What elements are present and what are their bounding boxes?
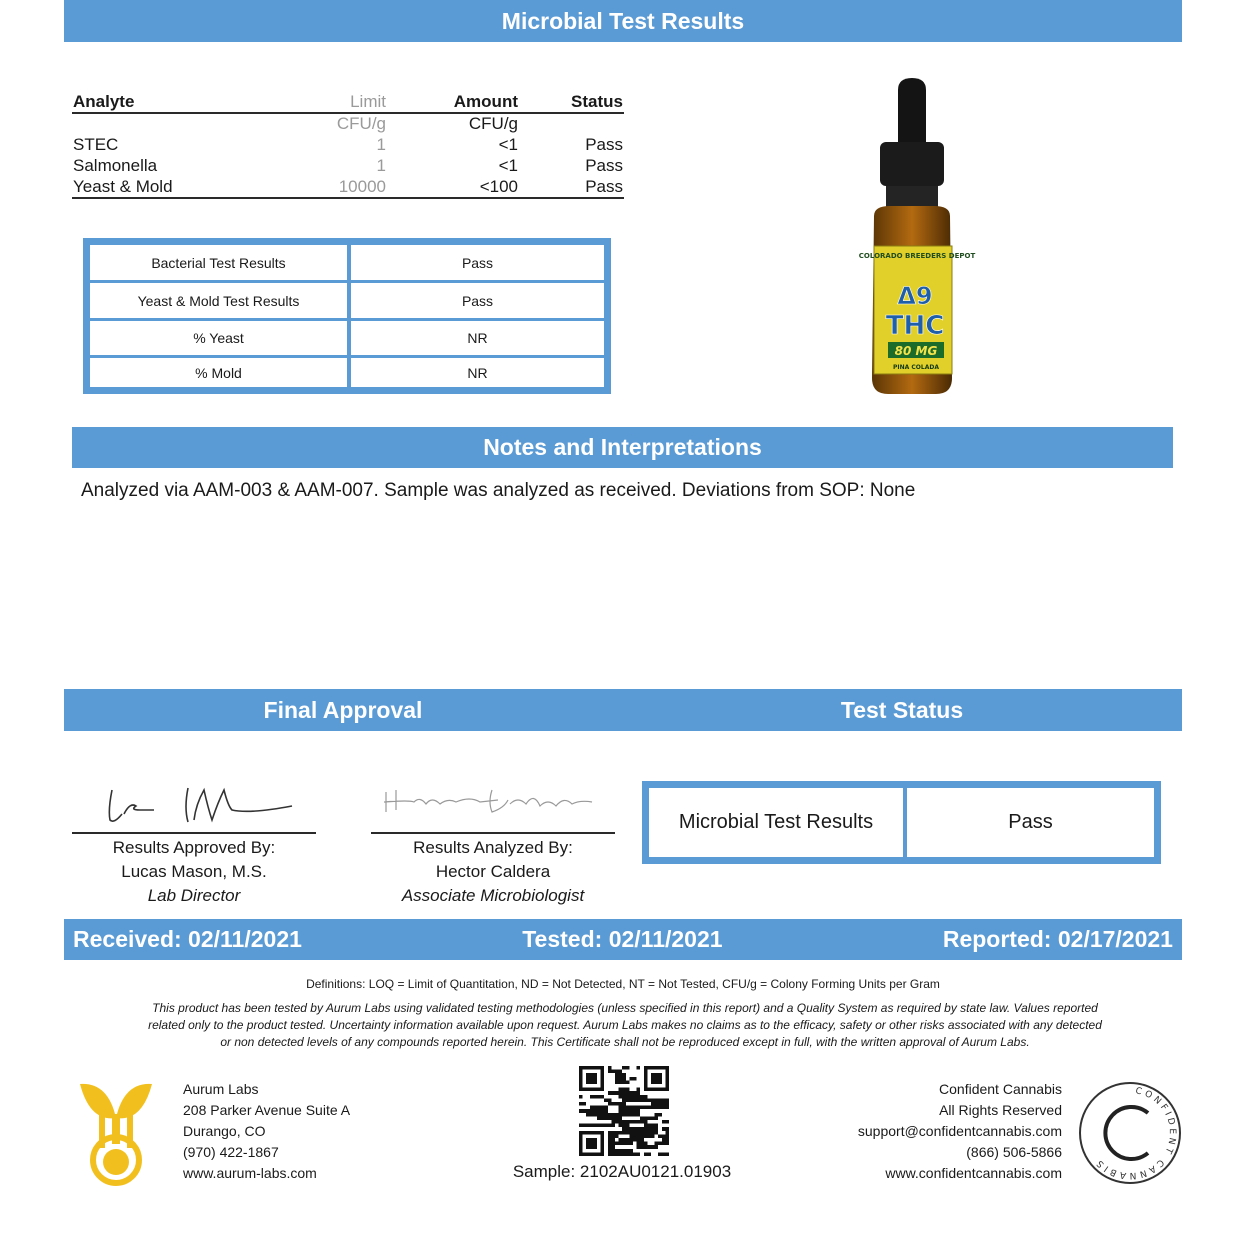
test-status-value: Pass (907, 788, 1154, 857)
lab-street: 208 Parker Avenue Suite A (183, 1102, 351, 1118)
cc-phone: (866) 506-5866 (966, 1144, 1062, 1160)
table-row (72, 177, 624, 199)
cc-rights: All Rights Reserved (939, 1102, 1062, 1118)
analyte-name: Salmonella (73, 156, 158, 175)
approval-status-header (64, 689, 1182, 731)
disclaimer-line: This product has been tested by Aurum Labs using validated testing methodologies (unless specified in this report) and a Quality System as required by state law. Values reported (152, 1001, 1098, 1015)
test-status-label: Microbial Test Results (649, 788, 903, 857)
analyte-table (72, 92, 624, 199)
summary-value: Pass (461, 254, 494, 271)
summary-row (90, 283, 604, 318)
analyte-name: STEC (73, 135, 119, 154)
lab-phone: (970) 422-1867 (183, 1144, 279, 1160)
qr-code-icon[interactable] (579, 1066, 669, 1156)
disclaimer-line: related only to the product tested. Uncertainty information available upon request. Aurum Labs makes no claims as to the efficacy, safety or other risks associated with any detected (148, 1018, 1102, 1032)
notes-title: Notes and Interpretations (483, 434, 762, 460)
table-row (72, 135, 624, 156)
units-row (72, 114, 624, 135)
header-limit: Limit (350, 92, 386, 111)
received-date: Received: 02/11/2021 (73, 926, 302, 952)
table-row (72, 156, 624, 177)
reported-date: Reported: 02/17/2021 (942, 926, 1173, 952)
analyte-limit: 1 (376, 135, 386, 154)
lab-city: Durango, CO (183, 1123, 266, 1139)
confident-cannabis-seal-icon (1076, 1079, 1184, 1187)
analyst-name: Hector Caldera (435, 862, 551, 881)
analyte-amount: <1 (498, 135, 518, 154)
cc-address (858, 1079, 1062, 1184)
disclaimer-line: or non detected levels of any compounds reported herein. This Certificate shall not be reproduced except in full, with the written approval of Aurum Labs. (220, 1035, 1030, 1049)
header-analyte: Analyte (73, 92, 135, 111)
analyte-status: Pass (585, 177, 623, 196)
approver-title: Results Approved By: (112, 838, 276, 857)
label-brand: COLORADO BREEDERS DEPOT (858, 252, 976, 260)
summary-label: Yeast & Mold Test Results (137, 292, 300, 309)
summary-row (90, 321, 604, 355)
lab-website[interactable]: www.aurum-labs.com (183, 1165, 317, 1181)
cc-website[interactable]: www.confidentcannabis.com (885, 1165, 1062, 1181)
analyte-name: Yeast & Mold (73, 177, 173, 196)
analyst-title: Results Analyzed By: (413, 838, 573, 857)
definitions: Definitions: LOQ = Limit of Quantitation, ND = Not Detected, NT = Not Tested, CFU/g = Colony Forming Units per Gram (306, 977, 940, 991)
dates-band (64, 919, 1182, 960)
analyte-table-header (72, 92, 624, 114)
microbial-results-title: Microbial Test Results (501, 7, 745, 34)
notes-header (72, 427, 1173, 468)
label-flavor: PINA COLADA (893, 364, 939, 371)
analyst-signature (380, 782, 600, 818)
test-status-box (642, 781, 1161, 864)
label-symbol: Δ9 (897, 282, 933, 310)
analyte-status: Pass (585, 156, 623, 175)
summary-row (90, 358, 604, 387)
analyte-limit: 10000 (338, 177, 386, 196)
analyte-amount: <1 (498, 156, 518, 175)
amount-unit: CFU/g (468, 114, 518, 133)
microbial-results-header (64, 0, 1182, 42)
lab-name: Aurum Labs (183, 1081, 259, 1097)
notes-text: Analyzed via AAM-003 & AAM-007. Sample was analyzed as received. Deviations from SOP: None (81, 480, 916, 501)
disclaimer (120, 1000, 1130, 1051)
final-approval-title: Final Approval (263, 696, 423, 723)
lab-address (183, 1079, 350, 1184)
analyte-limit: 1 (376, 156, 386, 175)
aurum-labs-logo-icon (76, 1078, 156, 1186)
analyst-block (371, 832, 615, 908)
header-status: Status (571, 92, 623, 111)
header-amount: Amount (453, 92, 518, 111)
summary-table (83, 238, 611, 394)
summary-label: % Yeast (193, 330, 244, 346)
seal-text: CONFIDENT CANNABIS (1093, 1086, 1177, 1181)
approver-name: Lucas Mason, M.S. (121, 862, 267, 881)
product-image (858, 78, 976, 396)
summary-value: NR (467, 330, 488, 346)
summary-label: % Mold (195, 364, 242, 381)
cc-email[interactable]: support@confidentcannabis.com (857, 1123, 1062, 1139)
approver-role: Lab Director (147, 886, 241, 905)
approver-block (72, 832, 316, 908)
summary-value: Pass (461, 292, 494, 309)
label-name: THC (885, 311, 945, 341)
test-status-title: Test Status (840, 696, 964, 723)
summary-label: Bacterial Test Results (151, 254, 286, 271)
summary-row (90, 245, 604, 280)
analyte-amount: <100 (479, 177, 518, 196)
sample-id: Sample: 2102AU0121.01903 (512, 1162, 732, 1181)
analyte-status: Pass (585, 135, 623, 154)
tested-date: Tested: 02/11/2021 (522, 926, 723, 952)
analyst-role: Associate Microbiologist (401, 886, 585, 905)
label-dose: 80 MG (894, 344, 938, 358)
limit-unit: CFU/g (336, 114, 386, 133)
approver-signature (100, 780, 300, 828)
cc-name: Confident Cannabis (939, 1081, 1062, 1097)
summary-value: NR (467, 364, 488, 381)
